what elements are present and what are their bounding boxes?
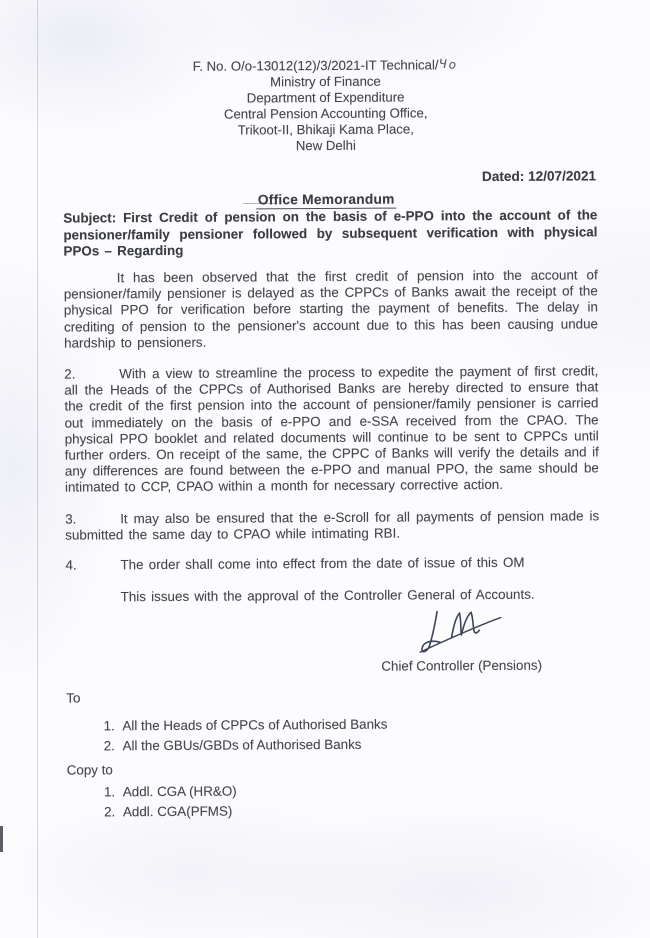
letterhead-line: Department of Expenditure	[246, 89, 405, 106]
memo-heading: Office Memorandum	[256, 192, 397, 210]
paragraph-number: 4.	[65, 557, 77, 573]
signature-icon	[402, 605, 512, 658]
paragraph-text: With a view to streamline the process to expedite the payment of first credit, all the Heads of the CPPCs of Authorised Banks are hereby directed to ensure that the credit of the first pension into the account of pensioner/family pensioner is carried out immediately on the basis of e-PPO and e-SSA received from the CPAO. The physical PPO booklet and related documents will continue to be sent to CPPCs until further orders. On receipt of the same, the CPPC of Banks will verify the details and if any differences are found between the e-PPO and manual PPO, the same should be intimated to CCP, CPAO within a month for necessary corrective action.	[64, 363, 599, 496]
letterhead-line: New Delhi	[295, 137, 356, 153]
subject-line: Subject: First Credit of pension on the basis of e-PPO into the account of the pensioner/family pensioner followed by subsequent verification with physical PPOs – Regarding	[63, 207, 598, 259]
signature-row	[66, 605, 600, 660]
scan-edge-artifact	[0, 826, 3, 852]
dated-line: Dated: 12/07/2021	[481, 168, 597, 185]
paragraph-text: The order shall come into effect from the date of issue of this OM	[120, 554, 525, 573]
to-list	[66, 713, 600, 756]
paragraph-number: 3.	[65, 511, 77, 527]
file-number: F. No. O/o-13012(12)/3/2021-IT Technical/	[192, 57, 439, 74]
paragraph-3	[65, 508, 599, 544]
letterhead-line: Central Pension Accounting Office,	[223, 105, 428, 122]
to-label: To	[66, 690, 81, 706]
letterhead-line: Ministry of Finance	[270, 73, 381, 90]
to-list-item: 1. All the Heads of CPPCs of Authorised Banks	[118, 713, 600, 736]
memo-body	[1, 207, 650, 823]
paragraph-2	[64, 363, 599, 496]
signatory-title: Chief Controller (Pensions)	[381, 657, 543, 674]
letterhead	[0, 0, 650, 155]
paragraph-1: It has been observed that the first credit of pension into the account of pensioner/family pensioner is delayed as the CPPCs of Banks await the receipt of the physical PPO for verification before starting the payment of benefits. The delay in crediting of pension to the pensioner's account due to this has been causing undue hardship to pensioners.	[63, 267, 599, 351]
copy-to-label: Copy to	[66, 762, 113, 778]
copy-to-list-item: 1. Addl. CGA (HR&O)	[119, 779, 601, 802]
copy-to-list-item: 2. Addl. CGA(PFMS)	[119, 799, 601, 822]
paragraph-number: 2.	[64, 366, 76, 382]
to-list-item: 2. All the GBUs/GBDs of Authorised Banks	[118, 733, 600, 756]
approval-line: This issues with the approval of the Controller General of Accounts.	[120, 587, 535, 605]
paragraph-4	[65, 554, 599, 573]
paragraph-text: It may also be ensured that the e-Scroll for all payments of pension made is submitted the same day to CPAO while intimating RBI.	[65, 508, 600, 543]
handwritten-file-suffix: Чo	[437, 56, 460, 73]
letterhead-line: Trikoot-II, Bhikaji Kama Place,	[237, 121, 414, 138]
copy-to-list	[67, 779, 601, 822]
